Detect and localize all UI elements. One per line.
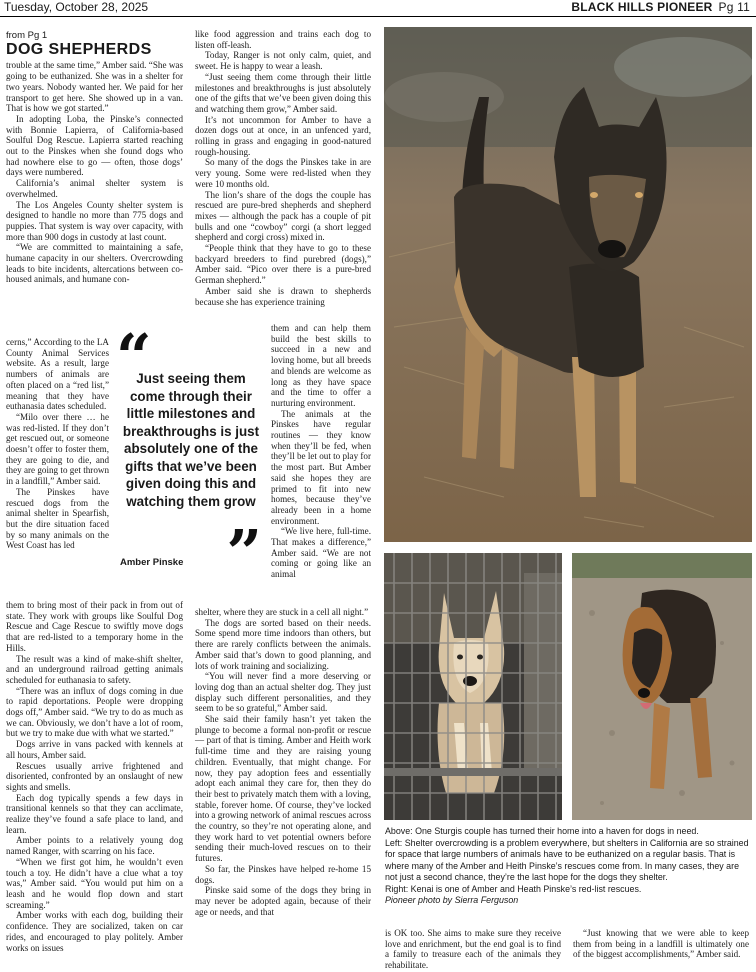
publication-name <box>571 0 750 14</box>
paragraph: The Pinskes have rescued dogs from the animal shelter in Spearfish, but the dire situation faced by so many animals on the West Coast has led <box>6 486 109 551</box>
article-column-2-wrap <box>271 323 371 580</box>
paragraph: California’s animal shelter system is overwhelmed. <box>6 178 183 199</box>
open-quote-mark: “ <box>116 320 152 393</box>
paragraph: Today, Ranger is not only calm, quiet, and sweet. He is happy to wear a leash. <box>195 50 371 72</box>
paragraph: shelter, where they are stuck in a cell all night.” <box>195 607 369 617</box>
paragraph: cerns,” According to the LA County Animal Services website. As a result, large numbers of animals are often placed on a “red list,” meaning that they have euthanasia dates scheduled. <box>6 337 109 412</box>
page-header <box>0 0 756 17</box>
article-column-1 <box>6 31 183 285</box>
pull-quote-attribution: Amber Pinske <box>120 557 184 568</box>
article-column-4-bottom <box>573 928 749 960</box>
paragraph: Dogs arrive in vans packed with kennels at all hours, Amber said. <box>6 739 183 760</box>
paragraph: Amber points to a relatively young dog named Ranger, with scarring on his face. <box>6 835 183 857</box>
paragraph: Amber said she is drawn to shepherds because she has experience training <box>195 285 371 307</box>
paragraph: them and can help them build the best skills to succeed in a new and loving home, but all breeds and blends are welcome as long as they have space and the time to offer a nurturing environment. <box>271 323 371 408</box>
photo-caption <box>385 826 753 907</box>
article-column-2-bottom <box>195 607 371 917</box>
paragraph: “Milo over there … he was red-listed. If they don’t get rescued out, or someone doesn’t offer to foster them, they are going to die, and they are going to get thrown in a landfill,” Amber said. <box>6 411 109 487</box>
caption-above: Above: One Sturgis couple has turned their home into a haven for dogs in need. <box>385 826 699 836</box>
paragraph: trouble at the same time,” Amber said. “She was going to be euthanized. She was in a shelter for two years. Nobody wanted her. We paid for her transport to get here. She showed up in a van. That is how we got started.” <box>6 60 183 114</box>
caption-left: Left: Shelter overcrowding is a problem everywhere, but shelters in California are so strained for space that large numbers of animals have to be euthanized on a regular basis. That is where many of the Amber and Heith Pinske’s rescues come from. In many cases, they are not just a second chance, they’re the last hope for the dogs they shelter. <box>385 837 749 882</box>
paragraph: The Los Angeles County shelter system is designed to handle no more than 775 dogs and puppies. That system is way over capacity, with more than 900 dogs in custody at last count. <box>6 199 183 242</box>
article-column-3-bottom <box>385 928 561 971</box>
photo-credit: Pioneer photo by Sierra Ferguson <box>385 895 519 905</box>
paragraph: So far, the Pinskes have helped re-home 15 dogs. <box>195 863 371 885</box>
photo-kennel-dog <box>384 553 562 820</box>
paragraph: So many of the dogs the Pinskes take in are very young. Some were red-listed when they were 10 months old. <box>195 157 371 189</box>
paragraph: Amber works with each dog, building their confidence. They are socialized, taken on car rides, and encouraged to play politely. Amber works on issues <box>6 910 183 953</box>
paragraph: She said their family hasn’t yet taken the plunge to become a formal non-profit or rescue — part of that is timing. Amber and Heith work full-time time and they are raising young children. Eventually, that might change. For now, they pay adoption fees and essentially adopt each animal they care for, then they do their best to privately match them with a loving, stable, forever home. Of course, they’ve locked into a growing network of animal rescues across the country, so they’re not operating alone, and they work hard to vet potential owners before sending their much-loved rescues on to their futures. <box>195 714 372 864</box>
kennel-photo-illustration <box>384 553 562 820</box>
issue-date: Tuesday, October 28, 2025 <box>4 0 149 14</box>
paragraph: The dogs are sorted based on their needs. Some spend more time indoors than others, but there are rarely conflicts between the animals. Amber said that’s down to good planning, and lots of work training and socializing. <box>195 617 371 671</box>
pull-quote <box>116 320 262 589</box>
photo-main-dog <box>384 27 752 542</box>
paragraph: “People think that they have to go to these backyard breeders to find purebred (dogs),” Amber said. “Pico over there is a pure-bred German shepherd.” <box>195 243 371 286</box>
dog-photo-illustration <box>384 27 752 542</box>
article-column-2 <box>195 29 371 307</box>
paragraph: “We are committed to maintaining a safe, humane capacity in our shelters. Overcrowding leads to bite incidents, altercations between co-housed animals, and humane con- <box>6 242 183 285</box>
article-column-1-bottom <box>6 600 183 953</box>
walking-dog-illustration <box>572 553 752 820</box>
paragraph: is OK too. She aims to make sure they receive love and enrichment, but the end goal is to find a family to treasure each of the animals they rehabilitate. <box>385 928 561 971</box>
caption-right: Right: Kenai is one of Amber and Heath Pinske’s red-list rescues. <box>385 883 642 894</box>
paragraph: It’s not uncommon for Amber to have a dozen dogs out at once, in an unfenced yard, rolling in grass and engaging in good-natured rough-housing. <box>195 114 371 157</box>
paragraph: “We live here, full-time. That makes a difference,” Amber said. “We are not coming or going like an animal <box>271 526 371 580</box>
paragraph: them to bring most of their pack in from out of state. They work with groups like Soulful Dog Rescue and Cage Rescue to swiftly move dogs that are red-listed to a temporary home in the Hills. <box>6 600 183 653</box>
paragraph: “There was an influx of dogs coming in due to rapid deportations. People were dropping dogs off,” Amber said. “We try to do as much as we can. Obviously, we don’t have a lot of room, but we try to make due with what we started.” <box>6 685 183 739</box>
publication-title: BLACK HILLS PIONEER <box>571 0 713 14</box>
page-number: Pg 11 <box>718 0 750 14</box>
paragraph: “You will never find a more deserving or loving dog than an actual shelter dog. They just display such different personalities, and they seem to be so grateful,” Amber said. <box>195 671 371 714</box>
paragraph: Rescues usually arrive frightened and disoriented, confronted by an onslaught of new sights and smells. <box>6 760 183 792</box>
paragraph: Each dog typically spends a few days in transitional kennels so that they can acclimate, realize they’ve found a safe place to land, and learn. <box>6 792 183 835</box>
pull-quote-text: Just seeing them come through their little milestones and breakthroughs is just absolutely one of the gifts that we’ve been given doing this and watching them grow <box>122 371 260 509</box>
paragraph: Pinske said some of the dogs they bring in may never be adopted again, because of their age or needs, and that <box>195 885 371 917</box>
paragraph: In adopting Loba, the Pinske’s connected with Bonnie Lapierra, of California-based Soulful Dog Rescue. Lapierra started reaching out to the Pinskes when she found dogs who had nowhere else to go — often, those dogs’ days were numbered. <box>6 113 183 178</box>
close-quote-mark: ” <box>226 516 262 589</box>
paragraph: “Just seeing them come through their little milestones and breakthroughs is just absolutely one of the gifts that we’ve been given doing this and watching them grow,” Amber said. <box>195 71 371 114</box>
paragraph: The animals at the Pinskes have regular routines — they know when they’ll be fed, when they’ll be let out to play for the most part. But Amber said she hopes they are primed to fit into new homes, because they’ve already been in a home environment. <box>271 408 372 526</box>
article-headline: DOG SHEPHERDS <box>6 40 152 58</box>
paragraph: like food aggression and trains each dog to listen off-leash. <box>195 29 371 50</box>
paragraph: The result was a kind of make-shift shelter, and an underground railroad getting animals scheduled for euthanasia to safety. <box>6 653 183 685</box>
paragraph: The lion’s share of the dogs the couple has rescued are pure-bred shepherds and shepherd mixes — although the pack has a couple of pit bulls and one “cowboy” corgi (a short legged shepherd and corgi cross) mixed in. <box>195 189 371 243</box>
jump-from-label: from Pg 1 <box>6 30 48 41</box>
paragraph: “Just knowing that we were able to keep them from being in a landfill is ultimately one of the biggest accomplishments,” Amber said. <box>573 928 749 960</box>
article-column-1-wrap <box>6 337 109 551</box>
paragraph: “When we first got him, he wouldn’t even touch a toy. He didn’t have a clue what a toy was,” Amber said. “You would put him on a leash and he would flop down and start screaming.” <box>6 856 183 910</box>
photo-walking-dog <box>572 553 752 820</box>
